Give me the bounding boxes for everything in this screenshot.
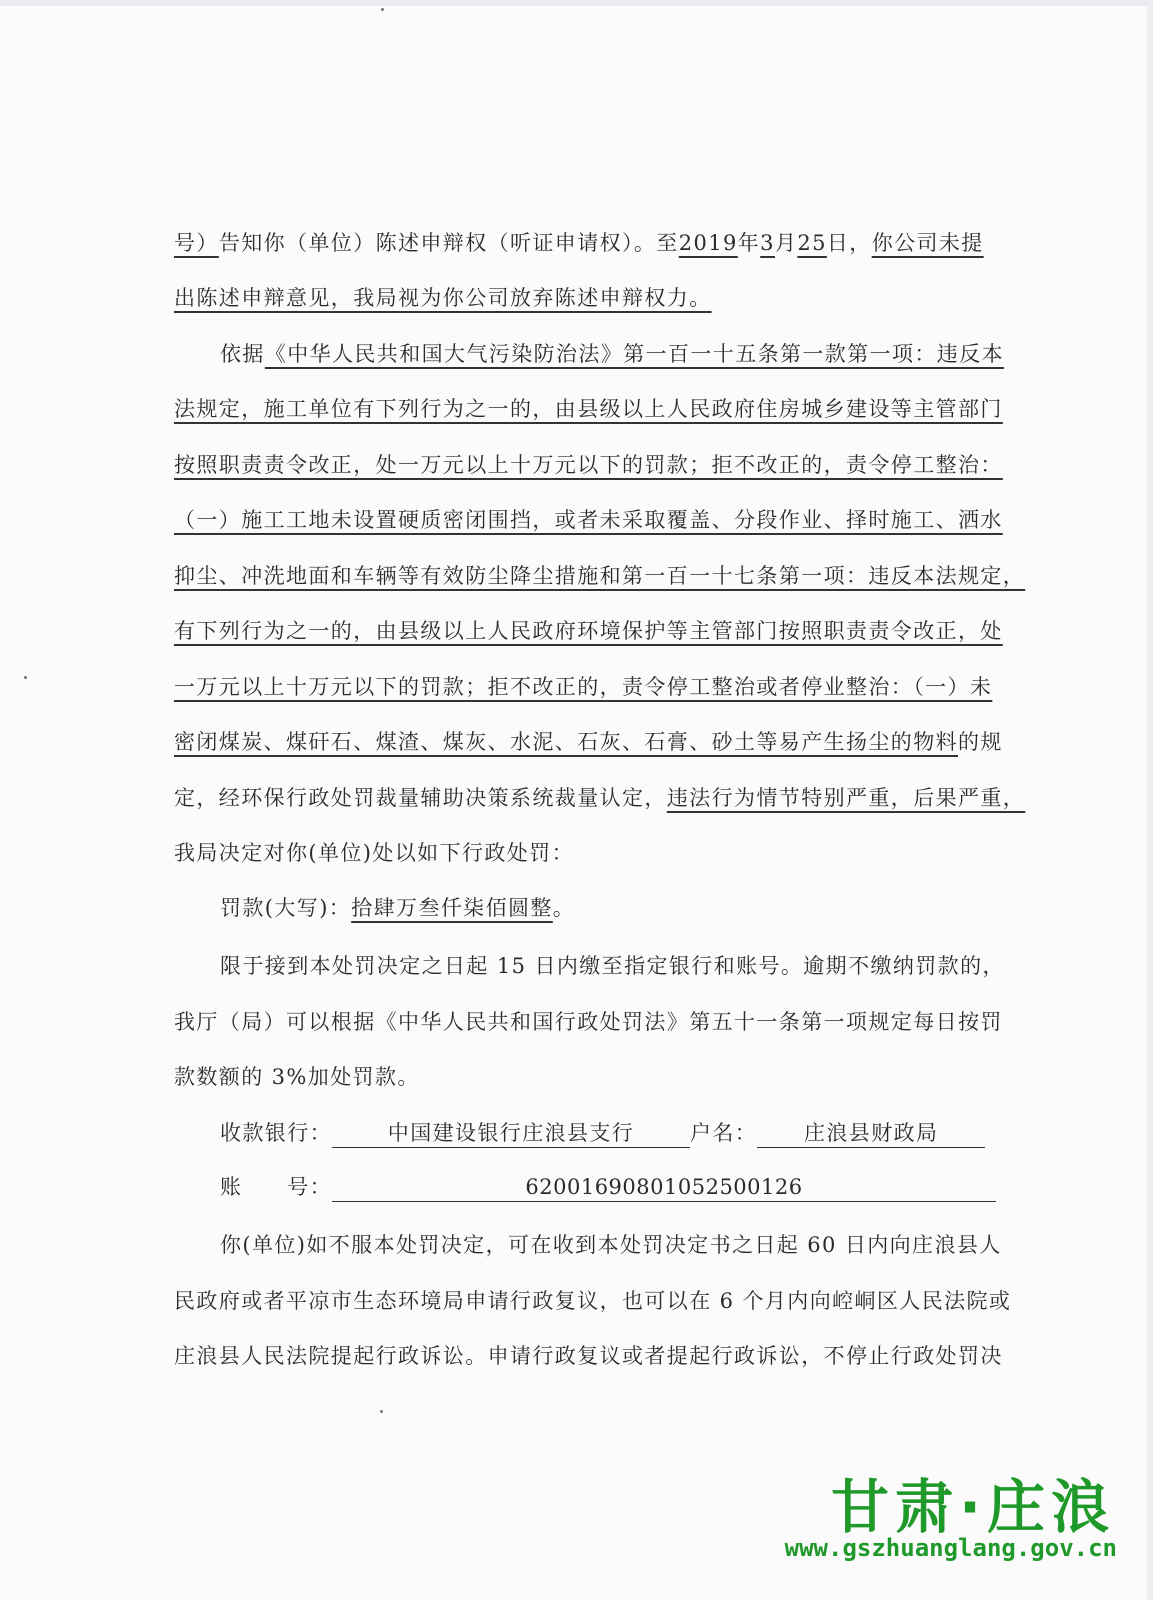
account-number: 62001690801052500126 [332,1173,996,1202]
watermark-title: 甘肃·庄浪 [830,1473,1115,1541]
bank-line [220,1118,985,1148]
text-line-11: 定，经环保行政处罚裁量辅助决策系统裁量认定，违法行为情节特别严重，后果严重， [174,786,1026,810]
account-line [220,1172,996,1202]
text-line-16: 款数额的 3%加处罚款。 [174,1065,420,1089]
bank-value: 中国建设银行庄浪县支行 [332,1119,690,1148]
text-line-20: 民政府或者平凉市生态环境局申请行政复议，也可以在 6 个月内向崆峒区人民法院或 [174,1289,1012,1313]
bank-label: 收款银行： [220,1121,332,1145]
scan-speck [380,1410,383,1413]
text-line-2: 出陈述申辩意见，我局视为你公司放弃陈述申辩权力。 [174,286,712,310]
scan-edge-top [0,0,1153,6]
watermark-url: www.gszhuanglang.gov.cn [784,1534,1117,1562]
scan-speck [381,8,384,11]
text-line-21: 庄浪县人民法院提起行政诉讼。申请行政复议或者提起行政诉讼，不停止行政处罚决 [174,1344,1003,1368]
fine-amount: 拾肆万叁仟柒佰圆整 [351,896,553,920]
text-line-4: 法规定，施工单位有下列行为之一的，由县级以上人民政府住房城乡建设等主管部门 [174,397,1003,421]
text-line-6: （一）施工工地未设置硬质密闭围挡，或者未采取覆盖、分段作业、择时施工、洒水 [174,508,1003,532]
text-line-8: 有下列行为之一的，由县级以上人民政府环境保护等主管部门按照职责责令改正，处 [174,619,1003,643]
text-line-3: 依据《中华人民共和国大气污染防治法》第一百一十五条第一款第一项：违反本 [220,342,1005,366]
text-line-10: 密闭煤炭、煤矸石、煤渣、煤灰、水泥、石灰、石膏、砂土等易产生扬尘的物料的规 [174,730,1003,754]
text-line-7: 抑尘、冲洗地面和车辆等有效防尘降尘措施和第一百一十七条第一项：违反本法规定， [174,564,1026,588]
account-name-label: 户名： [690,1121,758,1145]
text-line-5: 按照职责责令改正，处一万元以上十万元以下的罚款；拒不改正的，责令停工整治： [174,453,1003,477]
text-line-14: 限于接到本处罚决定之日起 15 日内缴至指定银行和账号。逾期不缴纳罚款的， [220,954,1005,978]
text-line-9: 一万元以上十万元以下的罚款；拒不改正的，责令停工整治或者停业整治：（一）未 [174,675,993,699]
scan-edge-right [1147,0,1153,1600]
text-line-15: 我厅（局）可以根据《中华人民共和国行政处罚法》第五十一条第一项规定每日按罚 [174,1010,1003,1034]
text-line-1: 号）告知你（单位）陈述申辩权（听证申请权）。至2019年3月25日，你公司未提 [174,231,984,255]
text-line-19: 你(单位)如不服本处罚决定，可在收到本处罚决定书之日起 60 日内向庄浪县人 [220,1233,1002,1257]
fine-amount-line: 罚款(大写)：拾肆万叁仟柒佰圆整。 [220,896,576,920]
account-name-value: 庄浪县财政局 [757,1119,985,1148]
scan-speck [24,676,27,679]
account-label: 账 号： [220,1175,332,1199]
text-line-12: 我局决定对你(单位)处以如下行政处罚： [174,841,574,865]
